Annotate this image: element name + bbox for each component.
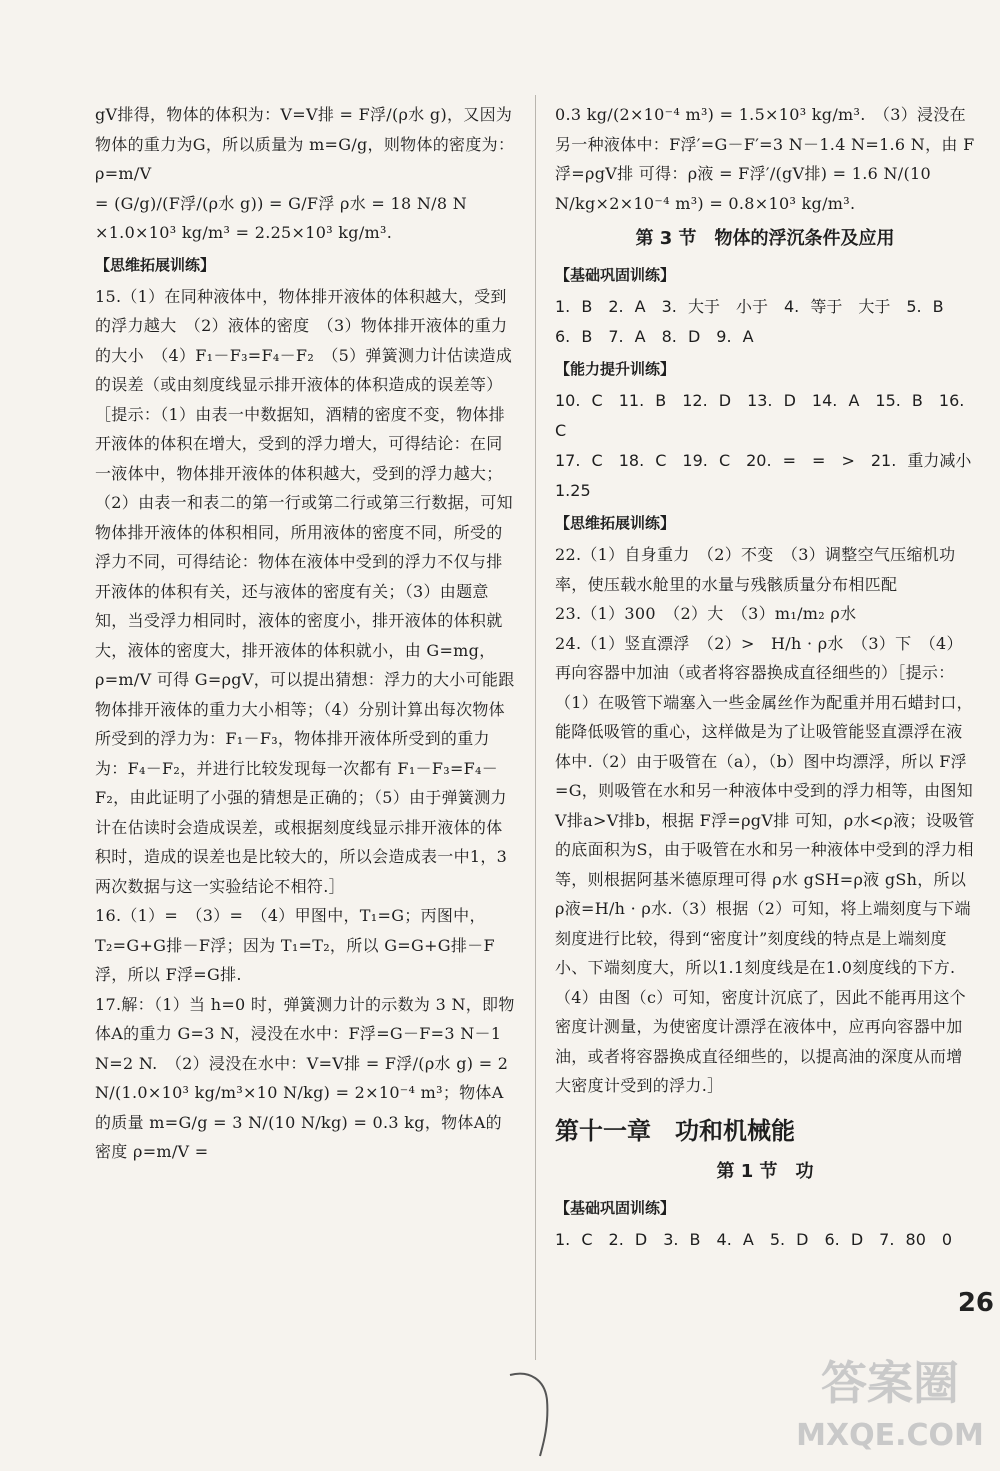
section-3-title: 第 3 节 物体的浮沉条件及应用 — [635, 228, 895, 249]
watermark-logo-icon — [795, 1337, 985, 1457]
answers-ability-line-3: 1.25 — [555, 481, 591, 500]
section-tag-ability: 【能力提升训练】 — [555, 360, 676, 378]
watermark-en: MXQE.COM — [796, 1418, 984, 1453]
right-column — [555, 100, 975, 1255]
left-paragraph-1: gV排得，物体的体积为：V=V排 = F浮/(ρ水 g)，又因为物体的重力为G，所以质量为 m=G/g，则物体的密度为：ρ=m/V — [95, 105, 515, 183]
question-23: 23.（1）300 （2）大 （3）m₁/m₂ ρ水 — [555, 604, 857, 623]
watermark-cn: 答案圈 — [821, 1356, 959, 1410]
page-number: 26 — [957, 1288, 994, 1318]
section-tag-basic: 【基础巩固训练】 — [555, 266, 676, 284]
answers-ability-line-2: 17. C 18. C 19. C 20. = = > 21. 重力减小 — [555, 451, 972, 470]
section-tag-thinking: 【思维拓展训练】 — [95, 255, 216, 274]
answers-ability-line-1: 10. C 11. B 12. D 13. D 14. A 15. B 16. C — [555, 391, 965, 440]
pencil-mark-icon — [505, 1370, 565, 1460]
left-column — [95, 100, 515, 1167]
answers-basic-line-1: 1. B 2. A 3. 大于 小于 4. 等于 大于 5. B — [555, 297, 944, 316]
chapter-11-title: 第十一章 功和机械能 — [555, 1116, 795, 1145]
column-divider — [535, 95, 536, 1360]
question-17: 17.解：（1）当 h=0 时，弹簧测力计的示数为 3 N，即物体A的重力 G=3 N，浸没在水中：F浮=G－F=3 N－1 N=2 N. （2）浸没在水中：V=V排 = F浮/(ρ水 g) = 2 N/(1.0×10³ kg/m³×10 N/kg) = 2×10⁻⁴ m³；物体A的质量 m=G/g = 3 N/(10 N/kg) = 0.3 kg，物体A的密度 ρ=m/V = — [95, 994, 515, 1161]
question-15: 15.（1）在同种液体中，物体排开液体的体积越大，受到的浮力越大 （2）液体的密度 （3）物体排开液体的重力的大小 （4）F₁－F₃=F₄－F₂ （5）弹簧测力计估读造成的误差（或由刻度线显示排开液体的体积造成的误差等）［提示：（1）由表一中数据知，酒精的密度不变，物体排开液体的体积在增大，受到的浮力增大，可得结论：在同一液体中，物体排开液体的体积越大，受到的浮力越大；（2）由表一和表二的第一行或第二行或第三行数据，可知物体排开液体的体积相同，所用液体的密度不同，所受的浮力不同，可得结论：物体在液体中受到的浮力不仅与排开液体的体积有关，还与液体的密度有关；（3）由题意知，当受浮力相同时，液体的密度小，排开液体的体积就大，液体的密度大，排开液体的体积就小，由 G=mg，ρ=m/V 可得 G=ρgV，可以提出猜想：浮力的大小可能跟物体排开液体的重力大小相等；（4）分别计算出每次物体所受到的浮力为：F₁－F₃，物体排开液体所受到的重力为：F₄－F₂，并进行比较发现每一次都有 F₁－F₃=F₄－F₂，由此证明了小强的猜想是正确的；（5）由于弹簧测力计在估读时会造成误差，或根据刻度线显示排开液体的体积时，造成的误差也是比较大的，所以会造成表一中1，3两次数据与这一实验结论不相符.］ — [95, 286, 515, 896]
section-tag-basic-2: 【基础巩固训练】 — [555, 1198, 676, 1217]
answers-work: 1. C 2. D 3. B 4. A 5. D 6. D 7. 80 0 — [555, 1229, 953, 1249]
question-22: 22.（1）自身重力 （2）不变 （3）调整空气压缩机功率，使压载水舱里的水量与残骸质量分布相匹配 — [555, 545, 956, 594]
question-24: 24.（1）竖直漂浮 （2）> H/h · ρ水 （3）下 （4）再向容器中加油（或者将容器换成直径细些的）［提示：（1）在吸管下端塞入一些金属丝作为配重并用石蜡封口，能降低吸管的重心，这样做是为了让吸管能竖直漂浮在液体中.（2）由于吸管在（a），（b）图中均漂浮，所以 F浮=G，则吸管在水和另一种液体中受到的浮力相等，由图知 V排a>V排b，根据 F浮=ρgV排 可知，ρ水<ρ液；设吸管的底面积为S，由于吸管在水和另一种液体中受到的浮力相等，则根据阿基米德原理可得 ρ水 gSH=ρ液 gSh，所以 ρ液=H/h · ρ水.（3）根据（2）可知，将上端刻度与下端刻度进行比较，得到“密度计”刻度线的特点是上端刻度小、下端刻度大，所以1.1刻度线是在1.0刻度线的下方.（4）由图（c）可知，密度计沉底了，因此不能再用这个密度计测量，为使密度计漂浮在液体中，应再向容器中加油，或者将容器换成直径细些的，以提高油的深度从而增大密度计受到的浮力.］ — [555, 633, 975, 1095]
section-1-title: 第 1 节 功 — [716, 1160, 814, 1182]
section-tag-thinking-right: 【思维拓展训练】 — [555, 514, 676, 532]
answers-basic-line-2: 6. B 7. A 8. D 9. A — [555, 327, 754, 346]
left-paragraph-2: = (G/g)/(F浮/(ρ水 g)) = G/F浮 ρ水 = 18 N/8 N ×1.0×10³ kg/m³ = 2.25×10³ kg/m³. — [95, 193, 467, 242]
question-16: 16.（1）= （3）= （4）甲图中，T₁=G；丙图中，T₂=G+G排－F浮；因为 T₁=T₂，所以 G=G+G排－F浮，所以 F浮=G排. — [95, 906, 495, 984]
right-paragraph-1: 0.3 kg/(2×10⁻⁴ m³) = 1.5×10³ kg/m³. （3）浸没在另一种液体中：F浮′=G－F′=3 N－1.4 N=1.6 N，由 F浮=ρgV排 可得：ρ液 = F浮′/(gV排) = 1.6 N/(10 N/kg×2×10⁻⁴ m³) = 0.8×10³ kg/m³. — [555, 105, 975, 213]
